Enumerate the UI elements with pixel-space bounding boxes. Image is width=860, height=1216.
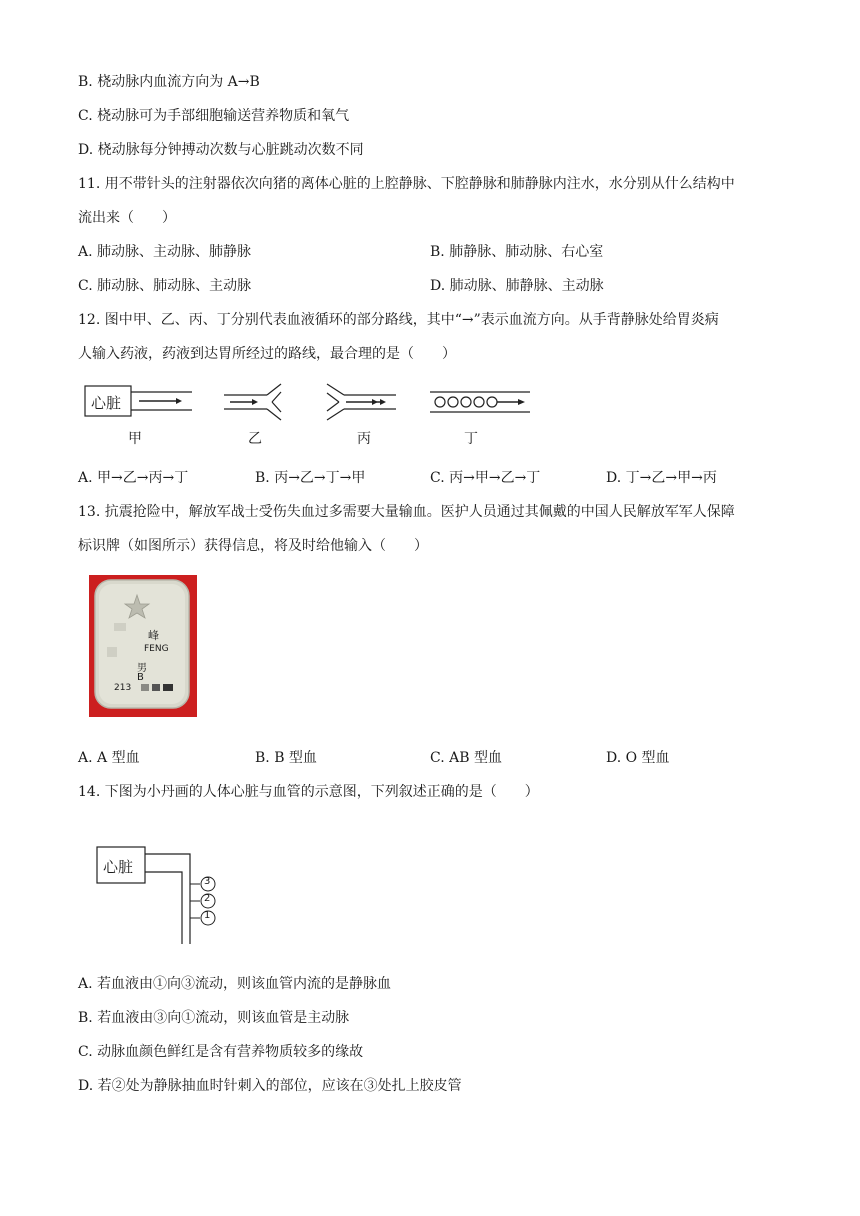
- q11-stem-line2: 流出来（ ）: [78, 210, 176, 226]
- tag-name-text: 峰: [148, 629, 159, 642]
- q12-stem-line2: 人输入药液，药液到达胃所经过的路线，最合理的是（ ）: [78, 346, 456, 362]
- q12-heart-label: 心脏: [91, 394, 122, 412]
- q13-stem-line2: 标识牌（如图所示）获得信息，将及时给他输入（ ）: [78, 538, 428, 554]
- q11-stem-line1: 11. 用不带针头的注射器依次向猪的离体心脏的上腔静脉、下腔静脉和肺静脉内注水，水分别从什么结构中: [78, 176, 735, 192]
- route-bing: [327, 384, 396, 420]
- q13-dog-tag-photo: [89, 575, 197, 717]
- q14-stem: 14. 下图为小丹画的人体心脏与血管的示意图，下列叙述正确的是（ ）: [78, 784, 539, 800]
- q12-option-d[interactable]: D. 丁→乙→甲→丙: [606, 470, 717, 486]
- q13-option-b[interactable]: B. B 型血: [255, 750, 317, 766]
- q13-stem-line1: 13. 抗震抢险中，解放军战士受伤失血过多需要大量输血。医护人员通过其佩戴的中国人民解放军军人保障: [78, 504, 735, 520]
- q14-heart-label: 心脏: [103, 858, 134, 876]
- q14-point-2-num: 2: [204, 893, 211, 904]
- tag-number-text: 213: [114, 683, 132, 693]
- tag-blood-type-text: B: [137, 672, 144, 683]
- q12-label-yi: 乙: [248, 431, 262, 447]
- q14-option-a[interactable]: A. 若血液由①向③流动，则该血管内流的是静脉血: [78, 976, 392, 992]
- tag-gender-text: 男: [137, 663, 147, 674]
- q12-route-figure: [84, 380, 544, 450]
- route-yi: [224, 384, 281, 420]
- q12-option-a[interactable]: A. 甲→乙→丙→丁: [78, 470, 189, 486]
- q14-option-b[interactable]: B. 若血液由③向①流动，则该血管是主动脉: [78, 1010, 350, 1026]
- q10-option-d[interactable]: D. 桡动脉每分钟搏动次数与心脏跳动次数不同: [78, 142, 364, 158]
- q11-option-a[interactable]: A. 肺动脉、主动脉、肺静脉: [78, 244, 252, 260]
- q12-option-c[interactable]: C. 丙→甲→乙→丁: [430, 470, 541, 486]
- q12-label-ding: 丁: [464, 431, 478, 447]
- q13-option-d[interactable]: D. O 型血: [606, 750, 670, 766]
- q11-option-d[interactable]: D. 肺动脉、肺静脉、主动脉: [430, 278, 604, 294]
- q14-option-d[interactable]: D. 若②处为静脉抽血时针刺入的部位，应该在③处扎上胶皮管: [78, 1078, 462, 1094]
- q12-option-b[interactable]: B. 丙→乙→丁→甲: [255, 470, 366, 486]
- q10-option-b[interactable]: B. 桡动脉内血流方向为 A→B: [78, 74, 260, 90]
- q13-option-c[interactable]: C. AB 型血: [430, 750, 502, 766]
- q14-option-c[interactable]: C. 动脉血颜色鲜红是含有营养物质较多的缘故: [78, 1044, 364, 1060]
- dog-tag-image: [89, 575, 197, 717]
- tag-pinyin-text: FENG: [144, 644, 169, 654]
- q12-stem-line1: 12. 图中甲、乙、丙、丁分别代表血液循环的部分路线，其中“→”表示血流方向。从手背静脉处给胃炎病: [78, 312, 719, 328]
- q14-point-3-num: 3: [204, 876, 211, 887]
- route-ding: [430, 392, 530, 412]
- q13-option-a[interactable]: A. A 型血: [78, 750, 140, 766]
- q14-point-1-num: 1: [204, 910, 211, 921]
- q10-option-c[interactable]: C. 桡动脉可为手部细胞输送营养物质和氧气: [78, 108, 350, 124]
- q14-heart-vessel-figure: [96, 846, 236, 946]
- q12-label-bing: 丙: [357, 431, 371, 447]
- q11-option-c[interactable]: C. 肺动脉、肺动脉、主动脉: [78, 278, 252, 294]
- q11-option-b[interactable]: B. 肺静脉、肺动脉、右心室: [430, 244, 604, 260]
- q12-label-jia: 甲: [128, 431, 142, 447]
